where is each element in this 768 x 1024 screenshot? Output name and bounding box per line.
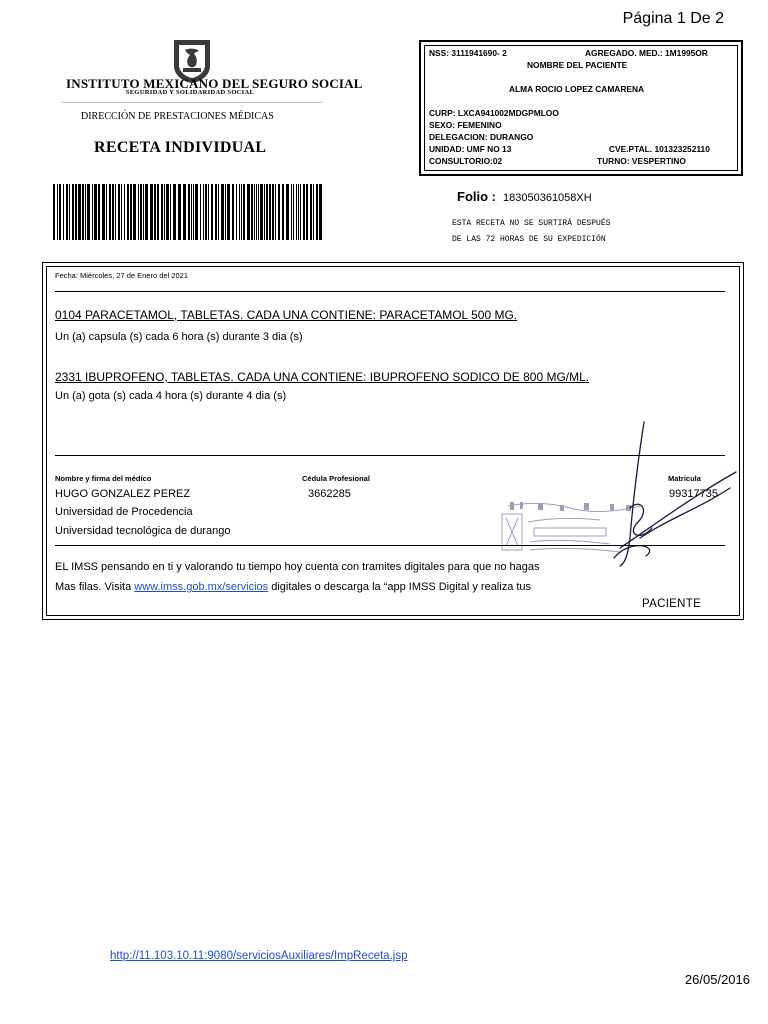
- nss-field: NSS: 3111941690- 2: [429, 48, 507, 58]
- patient-info-box: [419, 40, 743, 176]
- header-divider: [62, 102, 322, 103]
- promo-suffix: digitales o descarga la “app IMSS Digital y realiza tus: [268, 581, 532, 593]
- sexo-field: SEXO: FEMENINO: [429, 120, 502, 130]
- promo-line-1: EL IMSS pensando en ti y valorando tu tiempo hoy cuenta con tramites digitales para que no hagas: [55, 561, 540, 573]
- doctor-divider: [55, 545, 725, 546]
- medication-instructions: Un (a) gota (s) cada 4 hora (s) durante 4 dia (s): [55, 390, 287, 402]
- notice-line-2: DE LAS 72 HORAS DE SU EXPEDICIÓN: [452, 235, 606, 244]
- consultorio-field: CONSULTORIO:02: [429, 156, 503, 166]
- document-title: RECETA INDIVIDUAL: [94, 139, 267, 156]
- cve-ptal-field: CVE.PTAL. 101323252110: [609, 144, 710, 154]
- folio-value: 183050361058XH: [503, 192, 592, 204]
- patient-name: ALMA ROCIO LOPEZ CAMARENA: [509, 84, 645, 94]
- cedula-value: 3662285: [308, 488, 351, 500]
- page-number: Página 1 De 2: [622, 10, 724, 27]
- medication-title: 2331 IBUPROFENO, TABLETAS. CADA UNA CONTIENE: IBUPROFENO SODICO DE 800 MG/ML.: [55, 370, 590, 384]
- medication-instructions: Un (a) capsula (s) cada 6 hora (s) durante 3 dia (s): [55, 331, 303, 343]
- cedula-label: Cédula Profesional: [302, 474, 370, 483]
- validity-notice: [452, 216, 610, 248]
- promo-line-2: [55, 581, 531, 593]
- print-date: 26/05/2016: [684, 972, 750, 987]
- institution-subtitle: SEGURIDAD Y SOLIDARIDAD SOCIAL: [125, 89, 255, 96]
- source-url-link[interactable]: http://11.103.10.11:9080/serviciosAuxiliares/ImpReceta.jsp: [110, 950, 408, 962]
- institution-name: INSTITUTO MEXICANO DEL SEGURO SOCIAL: [66, 76, 363, 91]
- promo-prefix: Mas filas. Visita: [55, 581, 135, 593]
- unidad-field: UNIDAD: UMF NO 13: [429, 144, 512, 154]
- imss-services-link[interactable]: www.imss.gob.mx/servicios: [134, 581, 269, 593]
- prescription-date: Fecha: Miércoles, 27 de Enero del 2021: [55, 271, 188, 280]
- doctor-name-label: Nombre y firma del médico: [55, 474, 152, 483]
- folio-label: Folio :: [457, 189, 496, 204]
- doctor-name: HUGO GONZALEZ PEREZ: [55, 488, 191, 500]
- notice-line-1: ESTA RECETA NO SE SURTIRÁ DESPUÉS: [452, 219, 611, 228]
- direction-label: DIRECCIÓN DE PRESTACIONES MÉDICAS: [81, 111, 274, 122]
- date-divider: [55, 291, 725, 292]
- agregado-field: AGREGADO. MED.: 1M1995OR: [585, 48, 708, 58]
- matricula-label: Matricula: [668, 474, 701, 483]
- patient-name-label: NOMBRE DEL PACIENTE: [527, 60, 628, 70]
- turno-field: TURNO: VESPERTINO: [597, 156, 686, 166]
- curp-field: CURP: LXCA941002MDGPMLOO: [429, 108, 559, 118]
- barcode-icon: [53, 184, 325, 240]
- delegacion-field: DELEGACION: DURANGO: [429, 132, 534, 142]
- copy-label: PACIENTE: [642, 598, 702, 610]
- medication-title: 0104 PARACETAMOL, TABLETAS. CADA UNA CONTIENE: PARACETAMOL 500 MG.: [55, 308, 518, 322]
- university-origin-label: Universidad de Procedencia: [55, 506, 193, 518]
- matricula-value: 99317735: [669, 488, 718, 500]
- university-name: Universidad tecnológica de durango: [55, 525, 231, 537]
